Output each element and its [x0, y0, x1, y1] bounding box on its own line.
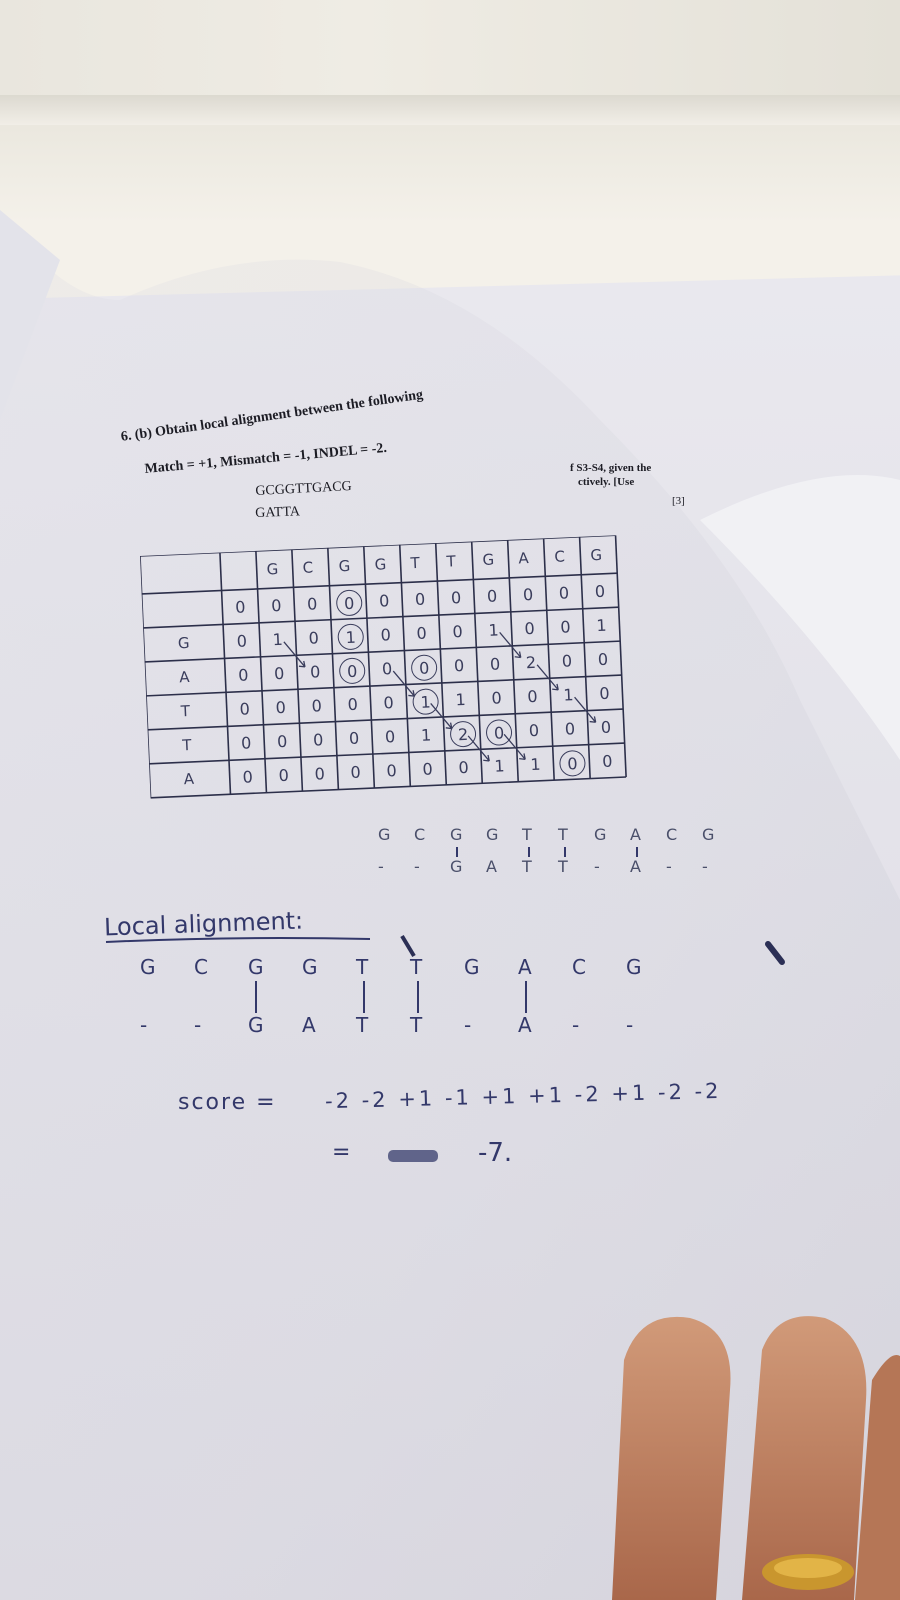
matrix-cell: 0 [601, 751, 613, 771]
marks-label: [3] [672, 495, 685, 507]
matrix-col-header: G [374, 555, 387, 574]
matrix-cell: 2 [525, 652, 537, 672]
alignment-bottom-char: A [518, 1013, 532, 1037]
matrix-cell: 0 [384, 726, 396, 746]
matrix-cell: 0 [348, 728, 360, 748]
alignment-bottom-char: - [464, 1013, 472, 1037]
alignment-bottom-char: A [302, 1013, 316, 1037]
matrix-cell: 0 [564, 718, 576, 739]
matrix-cell: 1 [595, 615, 607, 635]
matrix-cell: 0 [383, 692, 395, 713]
alignment-top-char: G [378, 825, 391, 844]
matrix-cell: 0 [312, 729, 324, 750]
alignment-top-char: G [702, 825, 715, 844]
matrix-col-header: C [302, 558, 314, 577]
behind-text-2: ctively. [Use [578, 476, 635, 488]
alignment-top-char: A [518, 955, 532, 979]
matrix-cell: 0 [598, 683, 610, 703]
alignment-top-char: G [248, 955, 264, 979]
alignment-top-char: C [194, 955, 208, 979]
matrix-cell: 0 [485, 719, 512, 746]
alignment-top-char: C [666, 825, 678, 844]
matrix-cell: 0 [239, 698, 251, 719]
alignment-top-char: G [594, 825, 607, 844]
matrix-row-header: A [178, 667, 190, 687]
matrix-col-header: T [410, 553, 421, 573]
alignment-bottom-char: - [594, 857, 600, 876]
alignment-bottom-char: - [140, 1013, 148, 1037]
alignment-bottom-char: T [558, 857, 568, 876]
alignment-top-char: C [572, 955, 586, 979]
matrix-cell: 0 [270, 595, 282, 615]
matrix-cell: 0 [336, 589, 363, 616]
matrix-cell: 0 [600, 717, 612, 737]
alignment-bottom-char: G [248, 1013, 264, 1037]
matrix-cell: 0 [273, 663, 285, 683]
alignment-bottom-char: T [410, 1013, 423, 1037]
alignment-bottom-char: - [626, 1013, 634, 1037]
matrix-cell: 0 [240, 732, 252, 753]
matrix-cell: 0 [386, 760, 398, 780]
matrix-col-header: A [518, 549, 530, 568]
matrix-col-header: G [482, 550, 495, 570]
score-expression: -2 -2 +1 -1 +1 +1 -2 +1 -2 -2 [324, 1078, 722, 1114]
matrix-col-header: C [554, 547, 566, 566]
alignment-top-char: G [626, 955, 642, 979]
alignment-top-char: T [410, 955, 423, 979]
sequence-2: GATTA [255, 504, 301, 521]
matrix-col-header: G [338, 556, 351, 576]
behind-text-1: f S3-S4, given the [570, 462, 652, 474]
matrix-col-header: G [590, 545, 603, 565]
matrix-cell: 0 [491, 687, 503, 708]
alignment-bottom-char: - [702, 857, 708, 876]
matrix-cell: 0 [308, 627, 320, 648]
matrix-cell: 0 [452, 621, 464, 641]
alignment-bottom-char: G [450, 857, 463, 876]
matrix-cell: 0 [453, 655, 465, 675]
matrix-cell: 1 [455, 689, 467, 709]
matrix-cell: 1 [412, 688, 439, 715]
matrix-col-header: T [446, 552, 457, 571]
matrix-cell: 0 [275, 697, 287, 717]
matrix-cell: 0 [526, 686, 538, 706]
matrix-cell: 0 [236, 630, 248, 651]
matrix-cell: 0 [559, 616, 571, 637]
matrix-row-header: T [180, 701, 191, 721]
score-label: score = [178, 1090, 277, 1115]
alignment-top-char: C [414, 825, 426, 844]
alignment-top-char: A [630, 825, 641, 844]
matrix-cell: 1 [493, 755, 505, 776]
matrix-cell: 0 [306, 593, 318, 614]
alignment-bottom-char: - [666, 857, 672, 876]
matrix-cell: 0 [311, 695, 323, 716]
matrix-cell: 0 [276, 731, 288, 751]
matrix-cell: 0 [522, 584, 534, 604]
matrix-row-header: A [183, 769, 195, 789]
alignment-top-char: T [522, 825, 532, 844]
question-line-1: 6. (b) Obtain local alignment between the following [120, 387, 425, 445]
alignment-top-char: G [464, 955, 480, 979]
matrix-cell: 0 [416, 623, 428, 643]
matrix-cell: 0 [597, 649, 609, 669]
matrix-row-header: G [177, 633, 190, 653]
matrix-cell: 0 [450, 587, 462, 607]
matrix-cell: 1 [272, 629, 284, 649]
matrix-cell: 0 [411, 654, 438, 681]
matrix-cell: 1 [529, 754, 541, 774]
matrix-cell: 0 [458, 757, 470, 777]
matrix-cell: 0 [524, 618, 536, 638]
score-result: -7. [478, 1138, 513, 1168]
alignment-bottom-char: T [522, 857, 532, 876]
question-line-2: Match = +1, Mismatch = -1, INDEL = -2. [144, 440, 388, 477]
alignment-top-char: G [450, 825, 463, 844]
matrix-cell: 0 [309, 661, 321, 682]
score-equals: = [332, 1140, 351, 1165]
matrix-cell: 0 [559, 750, 586, 777]
alignment-bottom-char: T [356, 1013, 369, 1037]
matrix-cell: 0 [350, 762, 362, 782]
alignment-top-char: G [302, 955, 318, 979]
matrix-cell: 0 [378, 590, 390, 611]
alignment-top-char: G [486, 825, 499, 844]
matrix-cell: 0 [381, 658, 393, 679]
matrix-cell: 0 [278, 765, 290, 785]
matrix-cell: 1 [562, 684, 574, 705]
alignment-bottom-char: - [378, 857, 384, 876]
matrix-cell: 0 [558, 582, 570, 603]
matrix-cell: 0 [489, 653, 501, 674]
local-alignment-heading: Local alignment: [103, 906, 304, 942]
matrix-cell: 0 [237, 664, 249, 685]
alignment-bottom-char: A [486, 857, 497, 876]
matrix-cell: 0 [561, 650, 573, 671]
alignment-top-char: G [140, 955, 156, 979]
alignment-bottom-char: - [414, 857, 420, 876]
matrix-cell: 1 [488, 619, 500, 640]
alignment-top-char: T [356, 955, 369, 979]
alignment-bottom-char: A [630, 857, 641, 876]
alignment-bottom-char: - [194, 1013, 202, 1037]
alignment-top-char: T [558, 825, 568, 844]
matrix-cell: 1 [420, 724, 432, 745]
matrix-cell: 0 [422, 758, 434, 779]
matrix-cell: 0 [528, 720, 540, 740]
matrix-cell: 2 [450, 721, 477, 748]
matrix-row-header: T [181, 735, 192, 755]
matrix-cell: 0 [486, 585, 498, 606]
matrix-cell: 0 [347, 694, 359, 714]
alignment-bottom-char: - [572, 1013, 580, 1037]
matrix-cell: 0 [594, 581, 606, 601]
matrix-cell: 0 [314, 763, 326, 784]
matrix-cell: 0 [339, 657, 366, 684]
matrix-cell: 1 [337, 623, 364, 650]
matrix-cell: 0 [380, 624, 392, 645]
matrix-col-header: G [266, 559, 279, 579]
matrix-cell: 0 [234, 596, 246, 617]
matrix-cell: 0 [414, 589, 426, 609]
matrix-cell: 0 [242, 766, 254, 787]
sequence-1: GCGGTTGACG [255, 478, 353, 499]
